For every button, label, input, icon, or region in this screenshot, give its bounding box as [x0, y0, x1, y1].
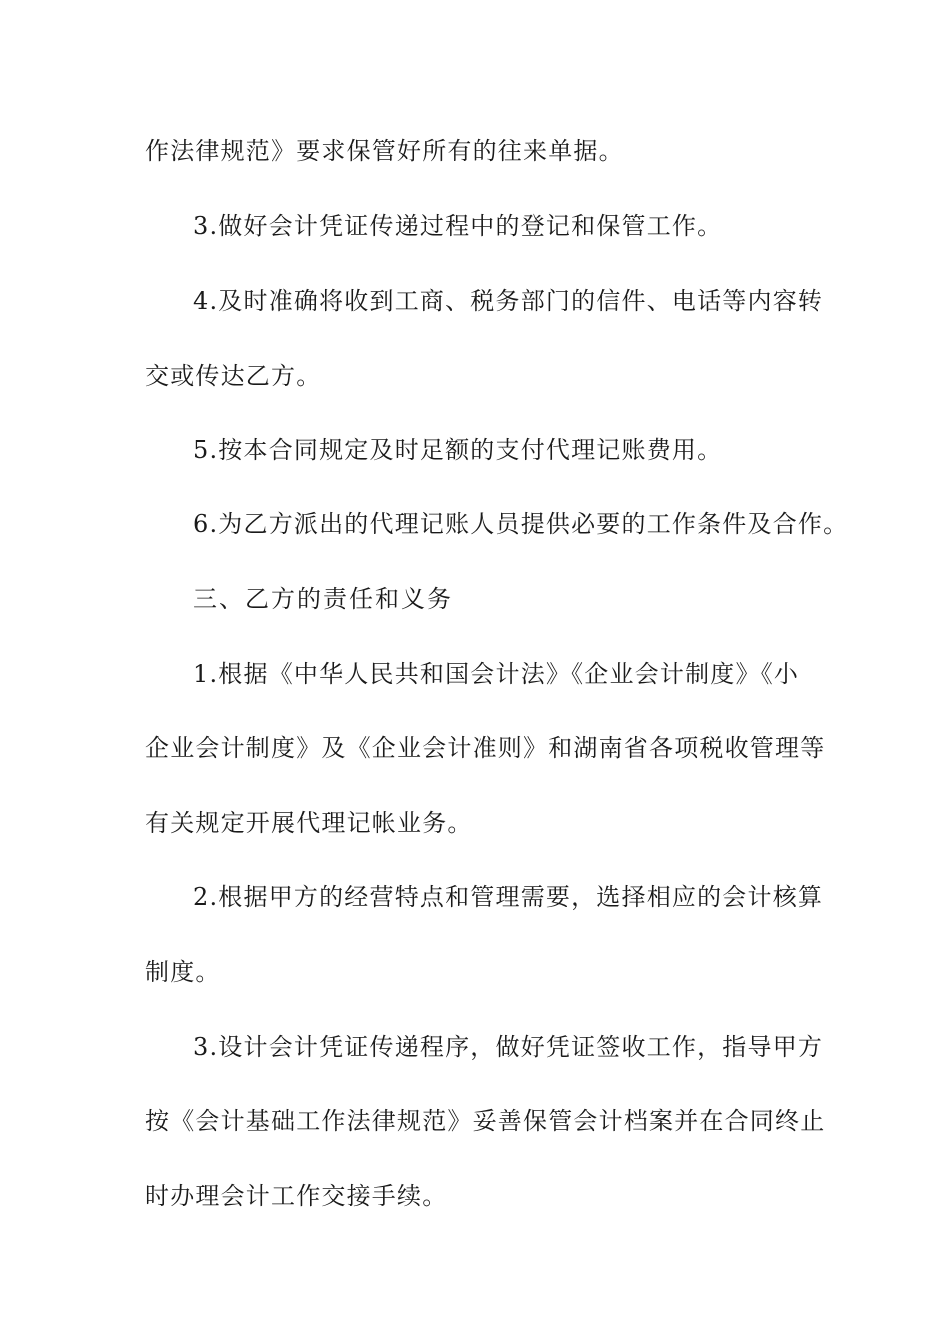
- text-line: 交或传达乙方。: [145, 362, 322, 390]
- text-line: 作法律规范》要求保管好所有的往来单据。: [145, 137, 624, 165]
- text-line: 时办理会计工作交接手续。: [145, 1182, 448, 1210]
- text-line: 按《会计基础工作法律规范》妥善保管会计档案并在合同终止: [145, 1107, 826, 1135]
- text-line: 3.做好会计凭证传递过程中的登记和保管工作。: [193, 212, 723, 240]
- text-line: 5.按本合同规定及时足额的支付代理记账费用。: [193, 436, 723, 464]
- text-line: 有关规定开展代理记帐业务。: [145, 809, 473, 837]
- text-line: 2.根据甲方的经营特点和管理需要，选择相应的会计核算: [193, 883, 824, 911]
- text-line: 3.设计会计凭证传递程序，做好凭证签收工作，指导甲方: [193, 1033, 824, 1061]
- text-line: 制度。: [145, 958, 221, 986]
- text-line: 企业会计制度》及《企业会计准则》和湖南省各项税收管理等: [145, 734, 826, 762]
- text-line: 4.及时准确将收到工商、税务部门的信件、电话等内容转: [193, 287, 824, 315]
- text-line: 1.根据《中华人民共和国会计法》《企业会计制度》《小: [193, 660, 800, 688]
- section-heading: 三、乙方的责任和义务: [193, 585, 453, 613]
- text-line: 6.为乙方派出的代理记账人员提供必要的工作条件及合作。: [193, 510, 849, 538]
